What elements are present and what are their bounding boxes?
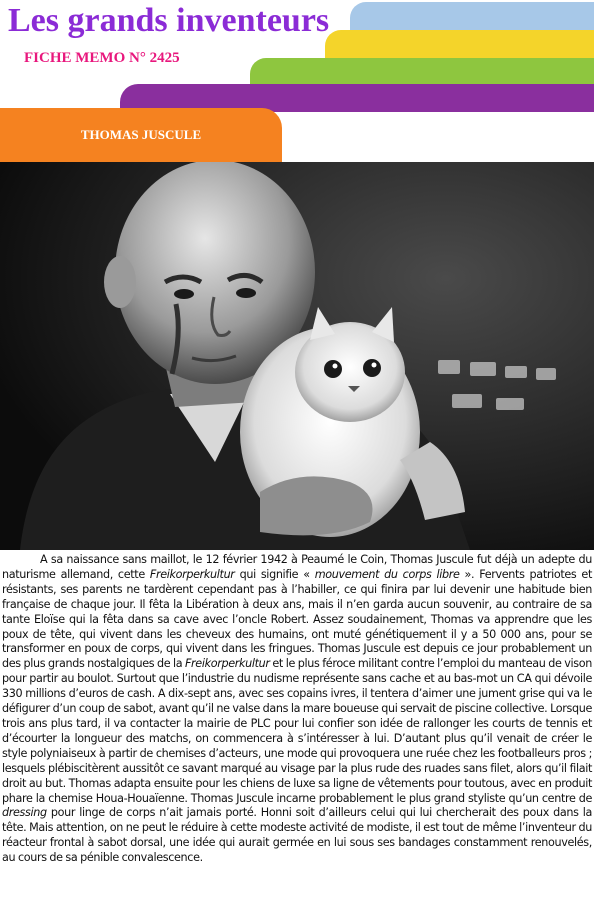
article-text: et le plus féroce militant contre l’emploi du manteau de vison pour partir au boulot. Surtout que l’industrie du nudisme représente sans cache et au bas-mot un CA qui dévoile 330 millions d’euros de cash. A dix-sept ans, avec ses copains ivres, il tentera d’aimer une jument grise qui va le défigurer d’un coup de sabot, avant qu’il ne valse dans la mare boueuse qui servait de piscine collective. Lorsque trois ans plus tard, il va contacter la mairie de PLC pour lui confier son idée de rallonger les courts de tennis et d’écourter la longueur des matchs, on commencera à s’intéresser à lui. D’autant plus qu’il venait de créer le style polyniaiseux à partir de chemises d’acteurs, une mode qui provoquera une ruée chez les footballeurs pros ; lesquels plébiscitèrent aussitôt ce savant marqué au visage par la plus rude des ruades sans filet, alors qu’il filait droit au but. Thomas adapta ensuite pour les chiens de luxe sa ligne de vêtements pour toutous, avec en produit phare la chemise Houa-Houaïenne. Thomas Juscule incarne probablement le plus grand styliste qu’un centre de (2, 657, 592, 805)
portrait-photo (0, 162, 594, 550)
article-term: Freikorperkultur (184, 657, 270, 671)
article-text: A sa naissance sans maillot, le 12 février 1942 à Peaumé le Coin, Thomas Juscule fut déjà un adepte du naturisme allemand, cette (2, 553, 592, 581)
article-text: qui signifie « (234, 567, 315, 581)
portrait-illustration (0, 162, 594, 550)
header-band-blue (350, 2, 594, 32)
article-body (2, 553, 592, 866)
article-term: dressing (2, 806, 47, 820)
page-title: Les grands inventeurs (8, 2, 330, 39)
article-term: mouvement du corps libre (314, 567, 460, 581)
fiche-number: FICHE MEMO N° 2425 (24, 50, 180, 66)
article-text: pour linge de corps n’ait jamais porté. Honni soit d’ailleurs celui qui lui chercherait des poux dans la tête. Mais attention, on ne peut le réduire à cette modeste activité de modiste, il est tout de même l’inventeur du réacteur frontal à sabot dorsal, une idée qui aurait germée en lui sous ses bandages constamment renouvelés, au cours de sa pénible convalescence. (2, 806, 592, 865)
article-paragraph (2, 553, 592, 866)
article-term: Freikorperkultur (149, 567, 235, 581)
article-text: ». Fervents patriotes et résistants, ses parents ne tardèrent cependant pas à l’habiller, ce qui finira par lui devenir une habitude bien française de chaque jour. Il fêta la Libération à deux ans, mais il n’en garda aucun souvenir, au contraire de sa tante Eloïse qui la fêta dans sa cave avec l’oncle Robert. Assez soudainement, Thomas va apprendre que les poux de tête, qui vivent dans les cheveux des humains, ont muté génétiquement il y a 50 000 ans, pour se transformer en poux de corps, qui vivent dans les fringues. Thomas Juscule est depuis ce jour probablement un des plus grands nostalgiques de la (2, 567, 592, 671)
header-band-yellow (325, 30, 594, 60)
inventor-name: THOMAS JUSCULE (80, 127, 202, 142)
